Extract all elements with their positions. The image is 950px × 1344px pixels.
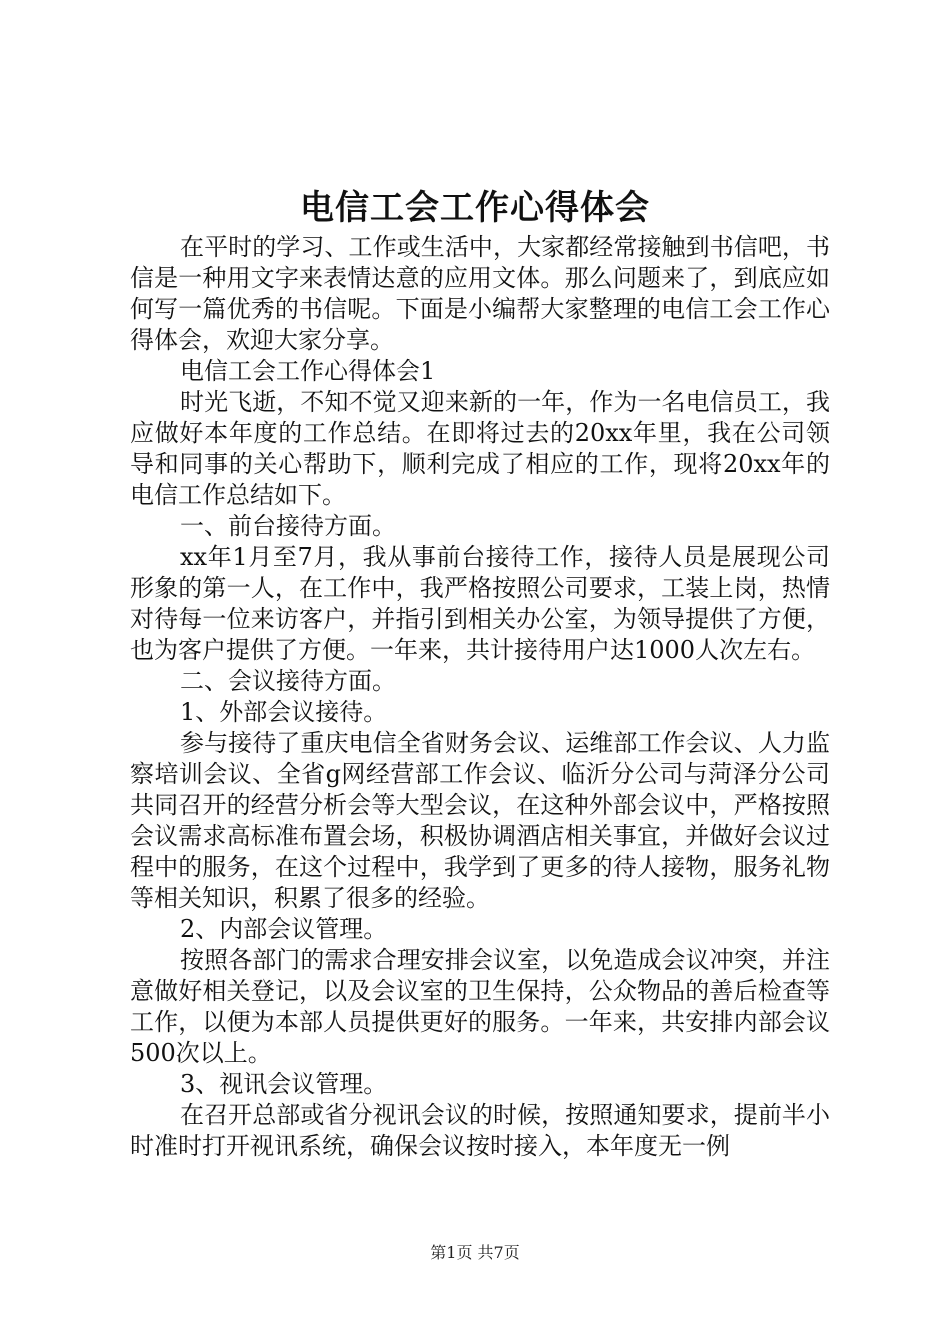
paragraph: 参与接待了重庆电信全省财务会议、运维部工作会议、人力监察培训会议、全省g网经营部工作会议、临沂分公司与菏泽分公司共同召开的经营分析会等大型会议，在这种外部会议中，严格按照会议需求高标准布置会场，积极协调酒店相关事宜，并做好会议过程中的服务，在这个过程中，我学到了更多的待人接物，服务礼物等相关知识，积累了很多的经验。 (130, 729, 830, 912)
paragraph: xx年1月至7月，我从事前台接待工作，接待人员是展现公司形象的第一人，在工作中，我严格按照公司要求，工装上岗，热情对待每一位来访客户，并指引到相关办公室，为领导提供了方便，也为客户提供了方便。一年来，共计接待用户达1000人次左右。 (130, 543, 830, 664)
subheading-internal-meetings: 2、内部会议管理。 (180, 915, 388, 943)
section-heading-meetings: 二、会议接待方面。 (180, 667, 396, 695)
document-title: 电信工会工作心得体会 (300, 188, 650, 228)
page-footer: 第1页 共7页 (430, 1243, 520, 1262)
intro-paragraph: 在平时的学习、工作或生活中，大家都经常接触到书信吧，书信是一种用文字来表情达意的应用文体。那么问题来了，到底应如何写一篇优秀的书信呢。下面是小编帮大家整理的电信工会工作心得体会，欢迎大家分享。 (130, 233, 830, 354)
section-heading-1: 电信工会工作心得体会1 (180, 357, 436, 385)
subheading-external-meetings: 1、外部会议接待。 (180, 698, 388, 726)
section-heading-reception: 一、前台接待方面。 (180, 512, 396, 540)
document-body (130, 232, 830, 1162)
paragraph: 在召开总部或省分视讯会议的时候，按照通知要求，提前半小时准时打开视讯系统，确保会议按时接入，本年度无一例 (130, 1101, 830, 1160)
subheading-video-meetings: 3、视讯会议管理。 (180, 1070, 388, 1098)
paragraph: 按照各部门的需求合理安排会议室，以免造成会议冲突，并注意做好相关登记，以及会议室的卫生保持，公众物品的善后检查等工作，以便为本部人员提供更好的服务。一年来，共安排内部会议500次以上。 (130, 946, 830, 1067)
paragraph: 时光飞逝，不知不觉又迎来新的一年，作为一名电信员工，我应做好本年度的工作总结。在即将过去的20xx年里，我在公司领导和同事的关心帮助下，顺利完成了相应的工作，现将20xx年的电信工作总结如下。 (130, 388, 830, 509)
